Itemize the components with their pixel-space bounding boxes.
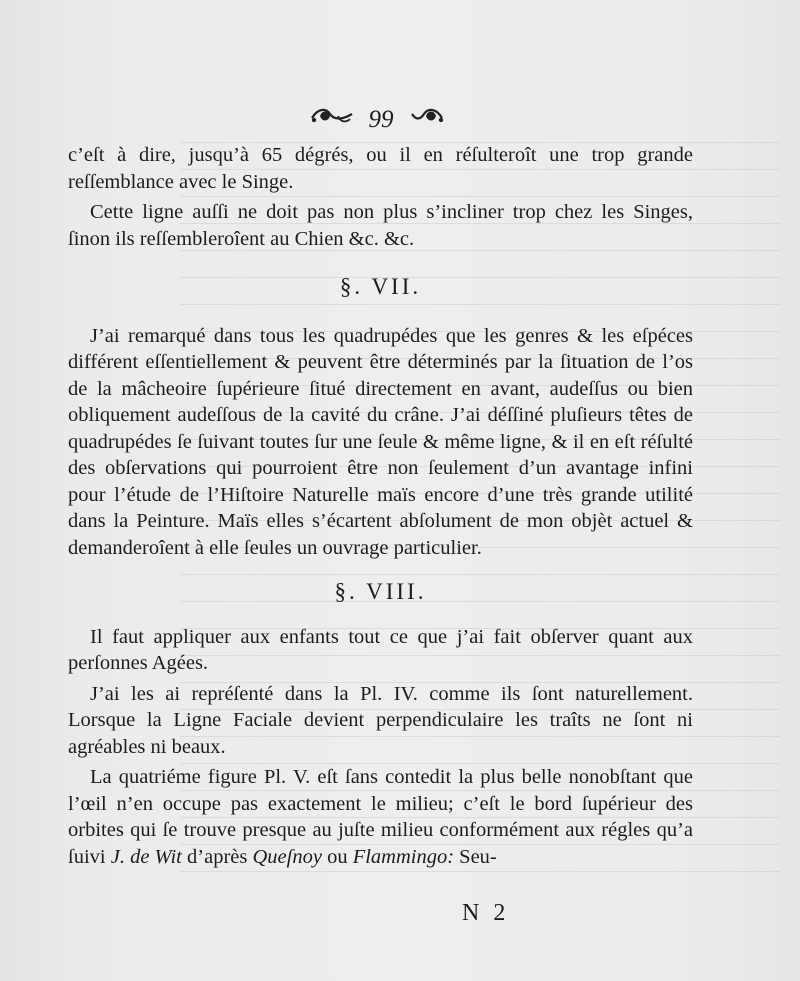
paragraph: J’ai les ai repréſenté dans la Pl. IV. comme ils ſont naturellement. Lorsque la Ligne Faciale devient perpendiculaire les traîts ne ſont ni agréables ni beaux. bbox=[68, 682, 693, 758]
text-run: d’après bbox=[181, 845, 253, 868]
section-heading-vii: §. VII. bbox=[339, 274, 422, 299]
right-fleuron-icon bbox=[410, 104, 446, 128]
page-header bbox=[0, 104, 800, 134]
paragraph: c’eſt à dire, jusqu’à 65 dégrés, ou il en réſulteroît une trop grande reſſemblance avec le Singe. bbox=[68, 144, 693, 193]
paragraph bbox=[68, 764, 693, 870]
text-run: La quatriéme figure Pl. V. eſt ſans contedit la plus belle nonobſtant que l’œil n’en occupe pas exactement le milieu; c’eſt le bord ſupérieur des orbites qui ſe trouve presque au juſte milieu conformément aux régles qu’a ſuivi bbox=[68, 766, 693, 868]
left-fleuron-icon bbox=[308, 104, 356, 128]
page-number: 99 bbox=[368, 106, 394, 133]
author-name: Flammingo: bbox=[352, 845, 455, 868]
paragraph: Il faut appliquer aux enfants tout ce que j’ai fait obſerver quant aux perſonnes Agées. bbox=[68, 625, 693, 674]
text-run: Seu- bbox=[454, 845, 497, 868]
body-text bbox=[68, 142, 693, 870]
paragraph: J’ai remarqué dans tous les quadrupédes que les genres & les eſpéces différent eſſentiellement & peuvent être déterminés par la ſituation de l’os de la mâcheoire ſupérieure ſitué directement en avant, audeſſus ou bien obliquement audeſſous de la cavité du crâne. J’ai déſſiné pluſieurs têtes de quadrupédes ſe ſuivant toutes ſur une ſeule & même ligne, & il en eſt réſulté des obſervations qui pourroient être non ſeulement d’un avantage infini pour l’étude de l’Hiſtoire Naturelle maïs encore d’une très grande utilité dans la Peinture. Maïs elles s’écartent abſolument de mon objèt actuel & demanderoîent à elle ſeules un ouvrage particulier. bbox=[68, 324, 693, 559]
paragraph: Cette ligne auſſi ne doit pas non plus s’incliner trop chez les Singes, ſinon ils reſſembleroîent au Chien &c. &c. bbox=[68, 201, 693, 250]
section-heading-viii: §. VIII. bbox=[334, 579, 427, 604]
text-run: ou bbox=[321, 845, 353, 868]
signature-mark: N 2 bbox=[462, 900, 510, 926]
author-name: Queſnoy bbox=[252, 845, 322, 868]
author-name: J. de Wit bbox=[110, 845, 182, 868]
